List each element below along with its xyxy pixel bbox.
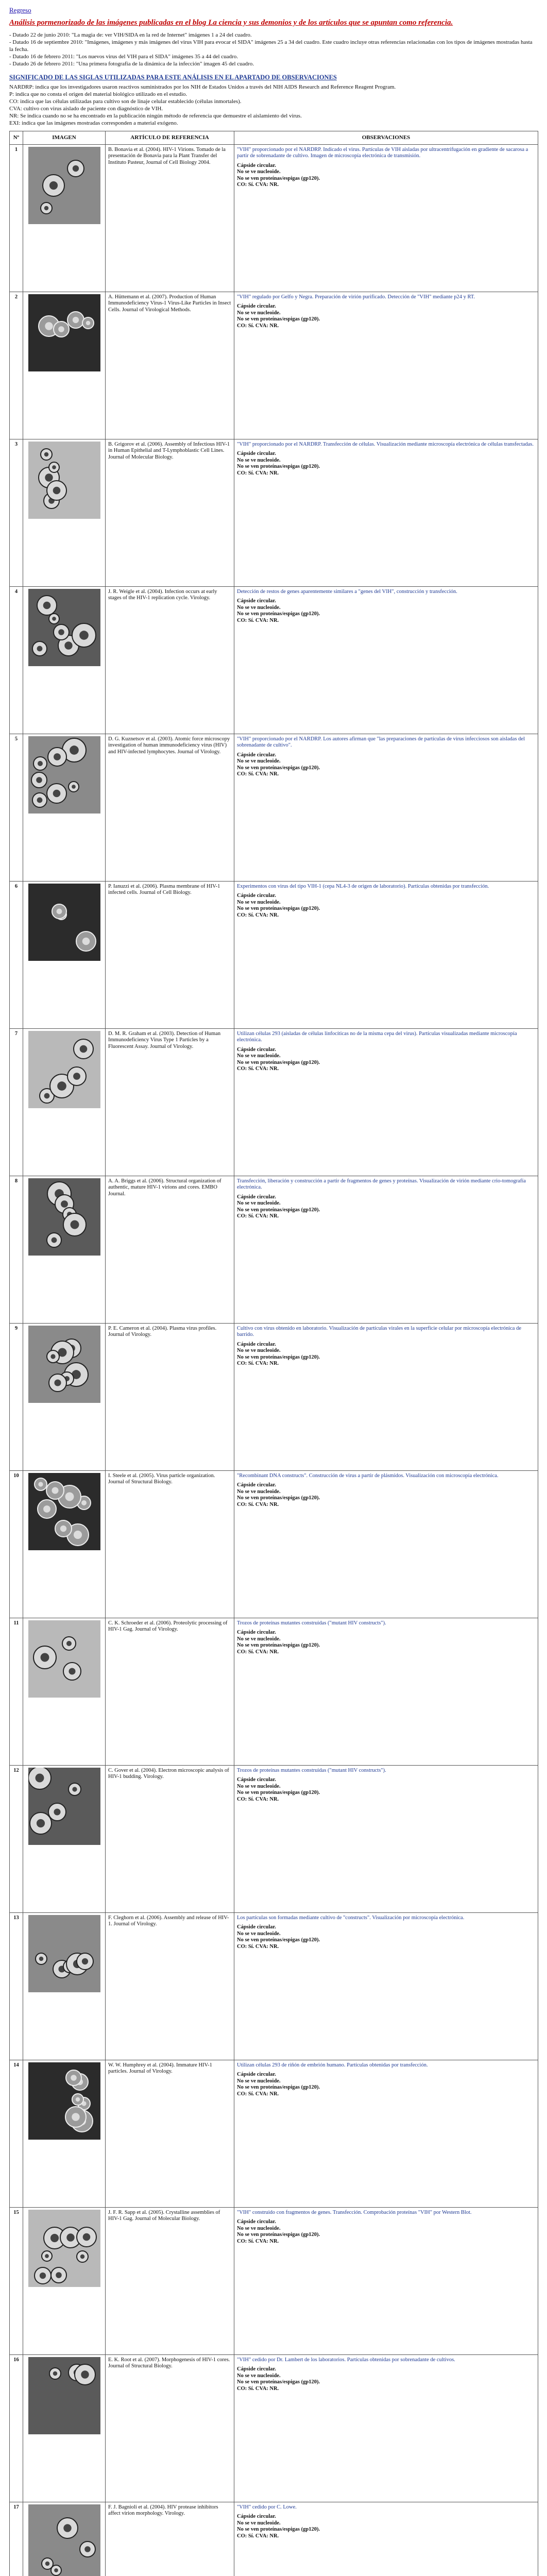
- particle-core-shape: [45, 322, 53, 330]
- finding-pro: No se ven proteínas/espigas (gp120).: [237, 2232, 320, 2238]
- finding-pro: No se ven proteínas/espigas (gp120).: [237, 1937, 320, 1943]
- particle-core-shape: [45, 473, 53, 481]
- observations-cell: [234, 1470, 538, 1618]
- finding-cap: Cápside circular.: [237, 303, 276, 309]
- particle-core-shape: [51, 1237, 57, 1243]
- finding-nucleo: No se ve nucleoide.: [237, 2372, 281, 2379]
- finding-pro: No se ven proteínas/espigas (gp120).: [237, 2084, 320, 2090]
- micrograph-image: [28, 1768, 100, 1845]
- micrograph-image: [28, 2062, 100, 2140]
- article-reference: J. F. R. Sapp et al. (2005). Crystalline assemblies of HIV-1 Gag. Journal of Molecular Biology.: [106, 2207, 234, 2354]
- article-reference: B. Bonavia et al. (2004). HIV-1 Virions. Tomado de la presentación de Bonavia para la Plant Transfer del Instituto Pasteur, Journal of Cell Biology 2004.: [106, 144, 234, 292]
- finding-nucleo: No se ve nucleoide.: [237, 310, 281, 316]
- document-title: Análisis pormenorizado de las imágenes publicadas en el blog La ciencia y sus demonios y de los artículos que se apuntan como referencia.: [9, 19, 453, 27]
- finding-pro: No se ven proteínas/espigas (gp120).: [237, 316, 320, 322]
- table-row: [10, 1176, 538, 1323]
- finding-pro: No se ven proteínas/espigas (gp120).: [237, 611, 320, 617]
- legend-entry: NARDRP: indica que los investigadores usaron reactivos suministrados por los NIH de Estados Unidos a través del NIH AIDS Research and Reference Reagent Program.: [9, 84, 396, 90]
- article-reference: D. M. R. Graham et al. (2003). Detection of Human Immunodeficiency Virus Type 1 Particles by a Fluorescent Assay. Journal of Virology.: [106, 1028, 234, 1176]
- finding-cap: Cápside circular.: [237, 451, 276, 456]
- finding-cap: Cápside circular.: [237, 2072, 276, 2077]
- observation-text: "VIH" proporcionado por el NARDRP. Los autores afirman que "las preparaciones de partículas de virus infecciosos son aisladas del sobrenadante de cultivo".: [237, 736, 525, 748]
- particle-core-shape: [53, 789, 60, 797]
- image-cell: [23, 1470, 106, 1618]
- particle-core-shape: [81, 2370, 89, 2378]
- finding-nucleo: No se ve nucleoide.: [237, 1930, 281, 1937]
- date-entry: - Datado 16 de febrero 2011: "Los nuevos virus del VIH para el SIDA" imágenes 35 a 44 del cuadro.: [9, 54, 238, 60]
- particle-core-shape: [52, 617, 56, 621]
- image-cell: [23, 1912, 106, 2060]
- micrograph-image: [28, 2357, 100, 2434]
- article-reference: D. G. Kuznetsov et al. (2003). Atomic force microscopy investigation of human immunodeficiency virus (HIV) and HIV-infected lymphocytes. Journal of Virology.: [106, 734, 234, 881]
- observations-cell: [234, 586, 538, 734]
- image-cell: [23, 2207, 106, 2354]
- header-observations: OBSERVACIONES: [234, 131, 538, 145]
- finding-cap: Cápside circular.: [237, 598, 276, 604]
- image-cell: [23, 2060, 106, 2207]
- particle-core-shape: [54, 1379, 61, 1386]
- image-cell: [23, 734, 106, 881]
- observations-cell: [234, 292, 538, 439]
- finding-co: CO: Sí. CVA: NR.: [237, 2533, 279, 2539]
- particle-core-shape: [53, 486, 60, 494]
- table-row: [10, 2060, 538, 2207]
- micrograph-image: [28, 736, 100, 814]
- particle-core-shape: [82, 2233, 90, 2241]
- particle-core-shape: [37, 646, 42, 651]
- observations-cell: [234, 1176, 538, 1323]
- finding-nucleo: No se ve nucleoide.: [237, 604, 281, 611]
- finding-cap: Cápside circular.: [237, 893, 276, 899]
- row-number: 8: [10, 1176, 23, 1323]
- particle-core-shape: [45, 2254, 49, 2258]
- finding-nucleo: No se ve nucleoide.: [237, 2225, 281, 2231]
- finding-co: CO: Sí. CVA: NR.: [237, 1501, 279, 1507]
- particle-core-shape: [35, 1773, 44, 1782]
- row-number: 14: [10, 2060, 23, 2207]
- particle-core-shape: [80, 2254, 84, 2258]
- table-row: [10, 144, 538, 292]
- article-reference: C. Gover et al. (2004). Electron microscopic analysis of HIV-1 budding. Virology.: [106, 1765, 234, 1912]
- micrograph-image: [28, 2210, 100, 2287]
- particle-core-shape: [52, 1487, 58, 1494]
- legend-entry: P: indica que no consta el origen del material biológico utilizado en el estudio.: [9, 91, 187, 97]
- image-cell: [23, 439, 106, 586]
- particle-core-shape: [38, 1482, 43, 1486]
- finding-co: CO: Sí. CVA: NR.: [237, 470, 279, 476]
- particle-core-shape: [60, 1525, 66, 1531]
- finding-co: CO: Sí. CVA: NR.: [237, 1213, 279, 1219]
- particle-core-shape: [79, 1045, 87, 1053]
- finding-co: CO: Sí. CVA: NR.: [237, 323, 279, 329]
- particle-core-shape: [71, 2075, 77, 2081]
- particle-core-shape: [57, 1081, 66, 1091]
- particle-core-shape: [45, 2561, 49, 2565]
- references-table: [9, 131, 538, 2576]
- table-row: [10, 1765, 538, 1912]
- finding-nucleo: No se ve nucleoide.: [237, 169, 281, 175]
- micrograph-image: [28, 1031, 100, 1108]
- row-number: 16: [10, 2354, 23, 2502]
- date-entry: - Datado 16 de septiembre 2010: "Imágenes, imágenes y más imágenes del virus VIH para evocar el SIDA" imágenes 25 a 34 del cuadro. Este cuadro incluye otras referencias relacionadas con los tipos de imágenes mostradas hasta la fecha.: [9, 39, 533, 53]
- table-row: [10, 586, 538, 734]
- particle-core-shape: [54, 753, 61, 760]
- article-reference: A. Hüttemann et al. (2007). Production of Human Immunodeficiency Virus-1 Virus-Like Particles in Insect Cells. Journal of Virological Methods.: [106, 292, 234, 439]
- finding-co: CO: Sí. CVA: NR.: [237, 771, 279, 777]
- table-row: [10, 2354, 538, 2502]
- finding-co: CO: Sí. CVA: NR.: [237, 1796, 279, 1802]
- date-entry: - Datado 26 de febrero 2011: "Una primera fotografía de la dinámica de la infección" imagen 45 del cuadro.: [9, 61, 254, 67]
- observation-text: Los partículas son formadas mediante cultivo de "constructs". Visualización por microscopía electrónica.: [237, 1914, 465, 1921]
- article-reference: E. K. Root et al. (2007). Morphogenesis of HIV-1 cores. Journal of Structural Biology.: [106, 2354, 234, 2502]
- finding-cap: Cápside circular.: [237, 2514, 276, 2519]
- finding-co: CO: Sí. CVA: NR.: [237, 912, 279, 918]
- table-row: [10, 734, 538, 881]
- observation-text: Utilizan células 293 (aisladas de células linfocíticas no de la misma cepa del virus). Partículas visualizadas mediante microscopía electrónica.: [237, 1030, 517, 1043]
- observation-text: "VIH" cedido por C. Lowe.: [237, 2504, 297, 2510]
- micrograph-image: [28, 1620, 100, 1698]
- micrograph-image: [28, 884, 100, 961]
- particle-core-shape: [73, 1073, 80, 1080]
- article-reference: F. Cleghorn et al. (2006). Assembly and release of HIV-1. Journal of Virology.: [106, 1912, 234, 2060]
- row-number: 4: [10, 586, 23, 734]
- finding-pro: No se ven proteínas/espigas (gp120).: [237, 2527, 320, 2532]
- row-number: 3: [10, 439, 23, 586]
- particle-core-shape: [50, 1354, 55, 1359]
- particle-core-shape: [49, 181, 57, 189]
- particle-core-shape: [63, 2524, 71, 2532]
- particle-core-shape: [58, 326, 64, 332]
- table-row: [10, 1470, 538, 1618]
- finding-pro: No se ven proteínas/espigas (gp120).: [237, 464, 320, 469]
- observations-cell: [234, 2060, 538, 2207]
- row-number: 11: [10, 1618, 23, 1765]
- particle-core-shape: [44, 1093, 49, 1098]
- finding-nucleo: No se ve nucleoide.: [237, 1783, 281, 1789]
- finding-nucleo: No se ve nucleoide.: [237, 2520, 281, 2526]
- finding-nucleo: No se ve nucleoide.: [237, 1488, 281, 1495]
- micrograph-image: [28, 2504, 100, 2576]
- table-row: [10, 439, 538, 586]
- particle-core-shape: [82, 937, 90, 945]
- header-num: Nº: [10, 131, 23, 145]
- observation-text: "VIH" regulado por Gelfo y Negra. Preparación de virión purificado. Detección de "VIH" mediante p24 y RT.: [237, 294, 475, 300]
- legend-entry: CO: indica que las células utilizadas para cultivo son de linaje celular establecido (células inmortales).: [9, 98, 242, 105]
- particle-core-shape: [43, 601, 50, 609]
- particle-core-shape: [64, 641, 72, 649]
- finding-co: CO: Sí. CVA: NR.: [237, 182, 279, 188]
- observations-cell: [234, 1323, 538, 1470]
- particle-core-shape: [54, 2568, 58, 2572]
- article-reference: P. Ianuzzi et al. (2006). Plasma membrane of HIV-1 infected cells. Journal of Cell Biology.: [106, 881, 234, 1028]
- finding-nucleo: No se ve nucleoide.: [237, 457, 281, 463]
- particle-core-shape: [39, 2272, 45, 2278]
- observations-cell: [234, 2207, 538, 2354]
- observation-text: Utilizan células 293 de riñón de embrión humano. Partículas obtenidas por transfección.: [237, 2062, 428, 2068]
- observation-text: "VIH" cedido por Dr. Lambert de los laboratorios. Partículas obtenidas por sobrenadante de cultivos.: [237, 2357, 455, 2363]
- row-number: 12: [10, 1765, 23, 1912]
- observation-text: "Recombinant DNA constructs". Construcción de virus a partir de plásmidos. Visualización con microscopía electrónica.: [237, 1472, 499, 1479]
- observations-cell: [234, 881, 538, 1028]
- finding-pro: No se ven proteínas/espigas (gp120).: [237, 1495, 320, 1501]
- finding-co: CO: Sí. CVA: NR.: [237, 617, 279, 623]
- particle-core-shape: [44, 452, 48, 456]
- particle-core-shape: [81, 1500, 87, 1505]
- particle-core-shape: [37, 797, 42, 803]
- image-cell: [23, 1618, 106, 1765]
- finding-cap: Cápside circular.: [237, 1924, 276, 1930]
- particle-core-shape: [39, 1956, 43, 1960]
- particle-core-shape: [72, 165, 78, 171]
- finding-nucleo: No se ve nucleoide.: [237, 899, 281, 905]
- particle-core-shape: [53, 2371, 57, 2375]
- observations-cell: [234, 2502, 538, 2576]
- micrograph-image: [28, 589, 100, 666]
- observations-cell: [234, 144, 538, 292]
- section-title: SIGNIFICADO DE LAS SIGLAS UTILIZADAS PARA ESTE ANÁLISIS EN EL APARTADO DE OBSERVACIONES: [9, 74, 337, 81]
- particle-core-shape: [36, 1819, 44, 1827]
- observations-cell: [234, 734, 538, 881]
- image-cell: [23, 1323, 106, 1470]
- micrograph-image: [28, 147, 100, 224]
- legend-entry: NR: Se indica cuando no se ha encontrado en la publicación ningún método de referencia que demuestre el aislamiento del virus.: [9, 113, 302, 119]
- particle-core-shape: [75, 2097, 79, 2101]
- particle-core-shape: [69, 1668, 75, 1674]
- finding-cap: Cápside circular.: [237, 1777, 276, 1783]
- finding-pro: No se ven proteínas/espigas (gp120).: [237, 1207, 320, 1213]
- micrograph-image: [28, 442, 100, 519]
- date-entry: - Datado 22 de junio 2010: "La magia de: ver VIH/SIDA en la red de Internet" imágenes 1 a 24 del cuadro.: [9, 32, 252, 38]
- particle-core-shape: [52, 465, 56, 469]
- finding-co: CO: Sí. CVA: NR.: [237, 1649, 279, 1655]
- observation-text: "VIH" proporcionado por el NARDRP. Indicado el virus. Partículas de VIH aisladas por ultracentrifugación en gradiente de sacarosa a partir de sobrenadante de cultivo. Imagen de microscopía electrónica de transmisión.: [237, 146, 528, 159]
- micrograph-image: [28, 1915, 100, 1992]
- finding-pro: No se ven proteínas/espigas (gp120).: [237, 765, 320, 771]
- particle-core-shape: [86, 320, 90, 325]
- particle-core-shape: [72, 785, 76, 789]
- finding-nucleo: No se ve nucleoide.: [237, 1636, 281, 1642]
- observation-text: Detección de restos de genes aparentemente similares a "genes del VIH", construcción y transfección.: [237, 588, 457, 595]
- finding-cap: Cápside circular.: [237, 1630, 276, 1635]
- micrograph-image: [28, 1326, 100, 1403]
- finding-pro: No se ven proteínas/espigas (gp120).: [237, 1790, 320, 1795]
- particle-core-shape: [56, 2272, 62, 2278]
- observations-cell: [234, 1765, 538, 1912]
- particle-core-shape: [38, 761, 43, 766]
- row-number: 1: [10, 144, 23, 292]
- finding-cap: Cápside circular.: [237, 2219, 276, 2225]
- row-number: 7: [10, 1028, 23, 1176]
- back-link[interactable]: Regreso: [9, 6, 31, 14]
- finding-nucleo: No se ve nucleoide.: [237, 2078, 281, 2084]
- finding-pro: No se ven proteínas/espigas (gp120).: [237, 175, 320, 181]
- particle-core-shape: [66, 2233, 74, 2241]
- observation-text: "VIH" construido con fragmentos de genes. Transfección. Comprobación proteínas "VIH" por Western Blot.: [237, 2209, 472, 2215]
- particle-core-shape: [79, 631, 89, 640]
- row-number: 5: [10, 734, 23, 881]
- row-number: 13: [10, 1912, 23, 2060]
- finding-co: CO: Sí. CVA: NR.: [237, 2385, 279, 2392]
- observations-cell: [234, 1028, 538, 1176]
- table-row: [10, 881, 538, 1028]
- particle-core-shape: [73, 1530, 81, 1538]
- particle-core-shape: [50, 2233, 58, 2242]
- observations-cell: [234, 1618, 538, 1765]
- finding-pro: No se ven proteínas/espigas (gp120).: [237, 2379, 320, 2385]
- particle-core-shape: [43, 1505, 50, 1513]
- particle-core-shape: [54, 1808, 60, 1815]
- finding-pro: No se ven proteínas/espigas (gp120).: [237, 1059, 320, 1065]
- observation-text: Cultivo con virus obtenido en laboratorio. Visualización de partículas virales en la superficie celular por microscopía electrónica de barrido.: [237, 1325, 521, 1337]
- particle-core-shape: [61, 1200, 68, 1208]
- image-cell: [23, 2502, 106, 2576]
- micrograph-image: [28, 294, 100, 371]
- particle-core-shape: [72, 316, 78, 323]
- image-cell: [23, 2354, 106, 2502]
- particle-core-shape: [70, 745, 79, 755]
- finding-co: CO: Sí. CVA: NR.: [237, 1943, 279, 1950]
- finding-nucleo: No se ve nucleoide.: [237, 1348, 281, 1353]
- table-row: [10, 2502, 538, 2576]
- finding-nucleo: No se ve nucleoide.: [237, 758, 281, 764]
- article-reference: W. W. Humphrey et al. (2004). Immature HIV-1 particles. Journal of Virology.: [106, 2060, 234, 2207]
- finding-cap: Cápside circular.: [237, 1046, 276, 1053]
- finding-pro: No se ven proteínas/espigas (gp120).: [237, 906, 320, 911]
- particle-core-shape: [66, 1641, 72, 1646]
- finding-pro: No se ven proteínas/espigas (gp120).: [237, 1642, 320, 1648]
- particle-core-shape: [65, 1492, 74, 1501]
- finding-cap: Cápside circular.: [237, 1341, 276, 1347]
- table-row: [10, 1323, 538, 1470]
- particle-core-shape: [44, 206, 48, 210]
- finding-cap: Cápside circular.: [237, 1482, 276, 1488]
- article-reference: I. Steele et al. (2005). Virus particle organization. Journal of Structural Biology.: [106, 1470, 234, 1618]
- finding-pro: No se ven proteínas/espigas (gp120).: [237, 1354, 320, 1360]
- row-number: 6: [10, 881, 23, 1028]
- image-cell: [23, 586, 106, 734]
- observation-text: Trozos de proteínas mutantes construidas ("mutant HIV constructs").: [237, 1620, 386, 1626]
- legend-entry: EXI: indica que las imágenes mostradas corresponden a material exógeno.: [9, 120, 178, 126]
- observations-cell: [234, 2354, 538, 2502]
- particle-core-shape: [72, 2113, 79, 2121]
- row-number: 9: [10, 1323, 23, 1470]
- finding-cap: Cápside circular.: [237, 1194, 276, 1200]
- particle-core-shape: [81, 1958, 88, 1964]
- image-cell: [23, 881, 106, 1028]
- image-cell: [23, 1176, 106, 1323]
- finding-cap: Cápside circular.: [237, 752, 276, 758]
- article-reference: A. A. Briggs et al. (2006). Structural organization of authentic, mature HIV-1 virions and cores. EMBO Journal.: [106, 1176, 234, 1323]
- finding-nucleo: No se ve nucleoide.: [237, 1200, 281, 1206]
- image-cell: [23, 1765, 106, 1912]
- header-article: ARTÍCULO DE REFERENCIA: [106, 131, 234, 145]
- particle-core-shape: [58, 629, 64, 635]
- table-row: [10, 1618, 538, 1765]
- observation-text: Transfección, liberación y construcción a partir de fragmentos de genes y proteínas. Visualización de virión mediante crio-tomografía electrónica.: [237, 1178, 526, 1190]
- micrograph-image: [28, 1178, 100, 1256]
- observation-text: "VIH" proporcionado por el NARDRP. Transfección de células. Visualización mediante microscopía electrónica de células transfectadas.: [237, 441, 534, 447]
- micrograph-image: [28, 1473, 100, 1550]
- acronym-legend: [9, 83, 538, 127]
- table-row: [10, 292, 538, 439]
- table-row: [10, 1028, 538, 1176]
- finding-cap: Cápside circular.: [237, 162, 276, 168]
- finding-cap: Cápside circular.: [237, 2366, 276, 2372]
- table-row: [10, 1912, 538, 2060]
- row-number: 17: [10, 2502, 23, 2576]
- article-reference: F. J. Bagnioli et al. (2004). HIV protease inhibitors affect virion morphology. Virology.: [106, 2502, 234, 2576]
- table-row: [10, 2207, 538, 2354]
- finding-co: CO: Sí. CVA: NR.: [237, 2091, 279, 2097]
- row-number: 10: [10, 1470, 23, 1618]
- legend-entry: CVA: cultivo con virus aislado de paciente con diagnóstico de VIH.: [9, 106, 163, 112]
- particle-core-shape: [56, 908, 62, 914]
- particle-core-shape: [84, 2546, 91, 2552]
- particle-core-shape: [40, 1653, 49, 1662]
- particle-core-shape: [36, 777, 42, 783]
- finding-co: CO: Sí. CVA: NR.: [237, 2238, 279, 2244]
- row-number: 2: [10, 292, 23, 439]
- finding-nucleo: No se ve nucleoide.: [237, 1053, 281, 1059]
- image-cell: [23, 144, 106, 292]
- observations-cell: [234, 1912, 538, 2060]
- table-header-row: [10, 131, 538, 145]
- dates-list: [9, 31, 538, 67]
- article-reference: B. Grigorov et al. (2006). Assembly of Infectious HIV-1 in Human Epithelial and T-Lymphoblastic Cell Lines. Journal of Molecular Biology.: [106, 439, 234, 586]
- observations-cell: [234, 439, 538, 586]
- header-image: IMAGEN: [23, 131, 106, 145]
- image-cell: [23, 292, 106, 439]
- article-reference: J. R. Weigle et al. (2004). Infection occurs at early stages of the HIV-1 replication cycle. Virology.: [106, 586, 234, 734]
- observation-text: Experimentos con virus del tipo VIH-1 (cepa NL4-3 de origen de laboratorio). Partículas obtenidas por transfección.: [237, 883, 489, 889]
- article-reference: P. E. Cameron et al. (2004). Plasma virus profiles. Journal of Virology.: [106, 1323, 234, 1470]
- particle-core-shape: [70, 1220, 79, 1229]
- row-number: 15: [10, 2207, 23, 2354]
- article-reference: C. K. Schroeder et al. (2006). Proteolytic processing of HIV-1 Gag. Journal of Virology.: [106, 1618, 234, 1765]
- particle-core-shape: [72, 1787, 77, 1791]
- finding-co: CO: Sí. CVA: NR.: [237, 1361, 279, 1366]
- observation-text: Trozos de proteínas mutantes construidas ("mutant HIV constructs").: [237, 1767, 386, 1773]
- finding-co: CO: Sí. CVA: NR.: [237, 1066, 279, 1072]
- image-cell: [23, 1028, 106, 1176]
